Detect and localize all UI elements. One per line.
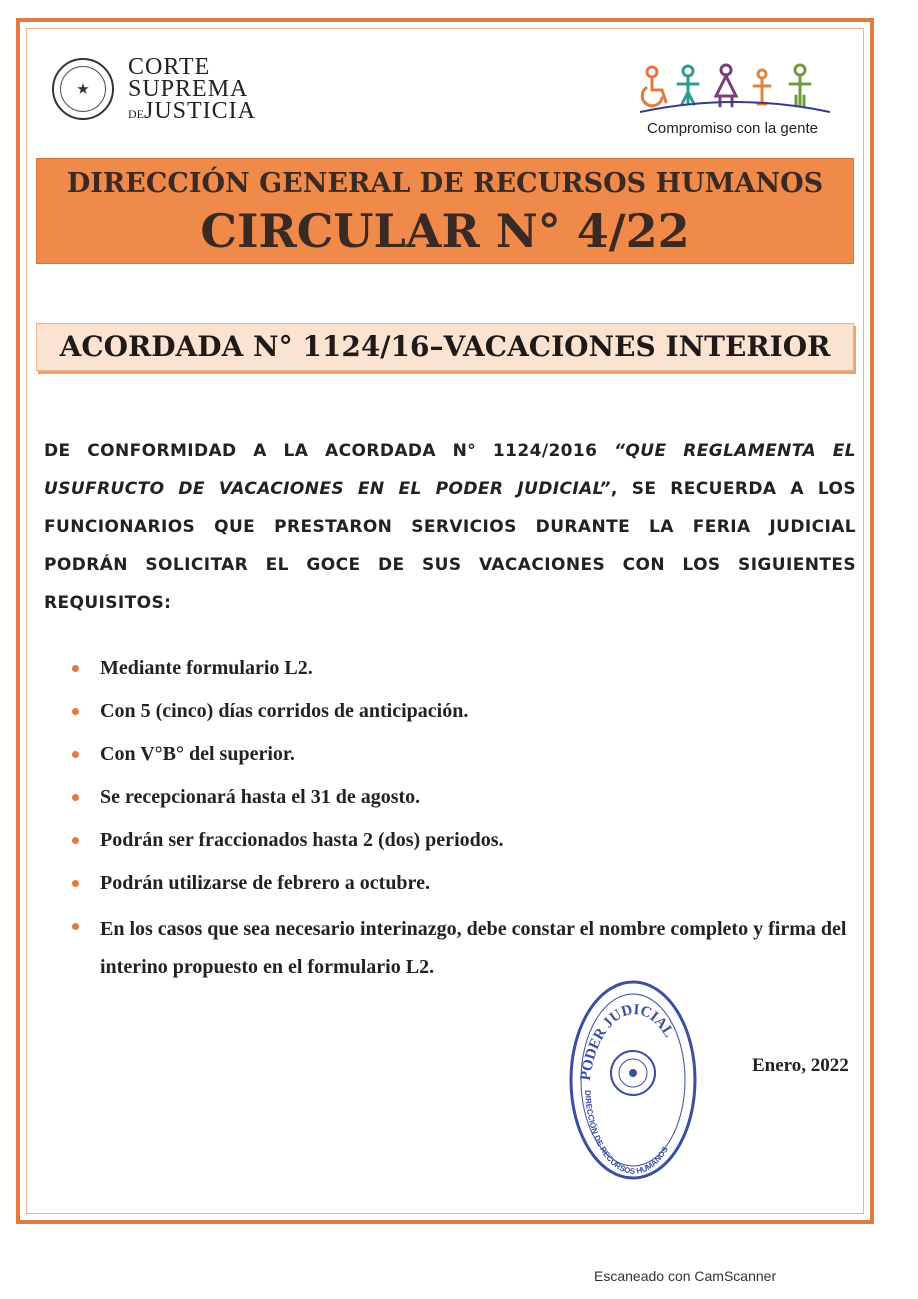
campaign-logo [625, 62, 840, 142]
requirement-text: En los casos que sea necesario interinazgo, debe constar el nombre completo y firma del interino propuesto en el formulario L2. [100, 918, 847, 978]
intro-part1: DE CONFORMIDAD A LA ACORDADA N° 1124/2016 [44, 441, 615, 461]
subject-banner [36, 323, 854, 371]
svg-text:PODER JUDICIAL [578, 1002, 677, 1082]
court-logo-line1: CORTE [128, 54, 211, 80]
bullet-icon [72, 751, 79, 758]
scanner-footer: Escaneado con CamScanner [594, 1268, 777, 1284]
bullet-icon [72, 837, 79, 844]
court-logo-line3: JUSTICIA [144, 98, 257, 124]
campaign-tagline: Compromiso con la gente [647, 120, 818, 137]
people-figures-icon [640, 62, 830, 118]
bullet-icon [72, 665, 79, 672]
requirement-text: Mediante formulario L2. [100, 657, 313, 679]
department-title: DIRECCIÓN GENERAL DE RECURSOS HUMANOS [66, 168, 824, 199]
title-banner [36, 158, 854, 264]
svg-text:DIRECCIÓN DE RECURSOS HUMANOS [583, 1090, 670, 1176]
bullet-icon [72, 880, 79, 887]
bullet-icon [72, 794, 79, 801]
stamp-bottom-text: DIRECCIÓN DE RECURSOS HUMANOS [583, 1089, 671, 1176]
requirement-text: Con V°B° del superior. [100, 743, 295, 765]
stamp-top-text: PODER JUDICIAL [577, 1001, 677, 1082]
court-logo-prefix: DE [128, 107, 144, 121]
list-item [68, 824, 868, 867]
list-item [68, 738, 868, 781]
national-seal-icon [52, 58, 114, 120]
court-logo-text [128, 56, 256, 125]
requirements-list [68, 652, 868, 990]
circular-number: CIRCULAR N° 4/22 [200, 204, 690, 258]
intro-paragraph [44, 432, 856, 622]
list-item [68, 910, 868, 990]
list-item [68, 652, 868, 695]
list-item [68, 781, 868, 824]
requirement-text: Podrán utilizarse de febrero a octubre. [100, 872, 430, 894]
list-item [68, 695, 868, 738]
list-item [68, 867, 868, 910]
bullet-icon [72, 923, 79, 930]
requirement-text: Con 5 (cinco) días corridos de anticipación. [100, 700, 469, 722]
document-date: Enero, 2022 [752, 1055, 849, 1076]
bullet-icon [72, 708, 79, 715]
intro-quote: “QUE REGLAMENTA EL USUFRUCTO DE VACACIONES EN EL PODER JUDICIAL” [44, 441, 857, 499]
requirement-text: Se recepcionará hasta el 31 de agosto. [100, 786, 421, 808]
subject-title: ACORDADA N° 1124/16–VACACIONES INTERIOR [59, 330, 831, 363]
official-stamp [567, 978, 699, 1182]
court-logo [52, 56, 292, 136]
requirement-text: Podrán ser fraccionados hasta 2 (dos) periodos. [100, 829, 504, 851]
intro-part2: , SE RECUERDA A LOS FUNCIONARIOS QUE PRESTARON SERVICIOS DURANTE LA FERIA JUDICIAL PODRÁN SOLICITAR EL GOCE DE SUS VACACIONES CON LOS SIGUIENTES REQUISITOS: [44, 479, 857, 613]
court-logo-line2: SUPREMA [128, 76, 249, 102]
